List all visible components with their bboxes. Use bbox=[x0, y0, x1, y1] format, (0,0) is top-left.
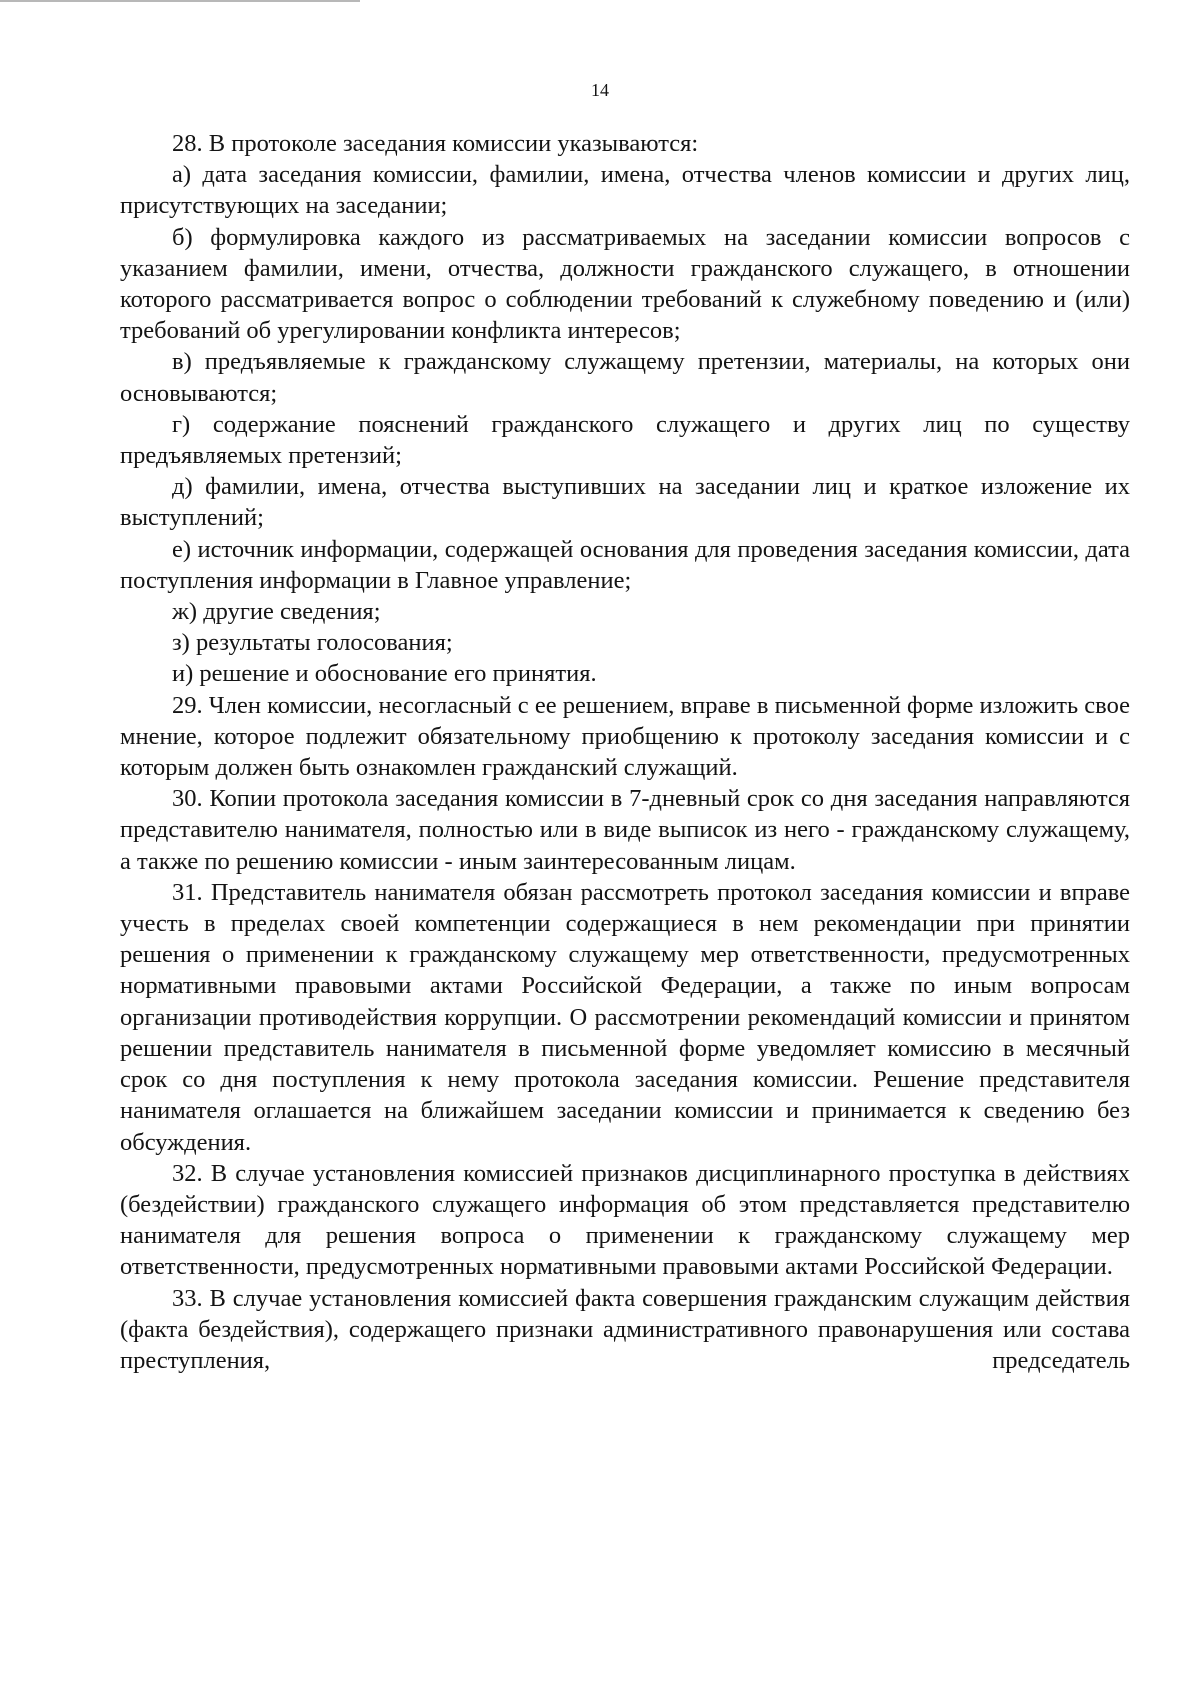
paragraph-28b: б) формулировка каждого из рассматриваемых на заседании комиссии вопросов с указанием фамилии, имени, отчества, должности гражданского служащего, в отношении которого рассматривается вопрос о соблюдении требований к служебному поведению и (или) требований об урегулировании конфликта интересов; bbox=[120, 223, 1130, 345]
paragraph-31: 31. Представитель нанимателя обязан рассмотреть протокол заседания комиссии и вправе учесть в пределах своей компетенции содержащиеся в нем рекомендации при принятии решения о применении к гражданскому служащему мер ответственности, предусмотренных нормативными правовыми актами Российской Федерации, а также по иным вопросам организации противодействия коррупции. О рассмотрении рекомендаций комиссии и принятом решении представитель нанимателя в письменной форме уведомляет комиссию в месячный срок со дня поступления к нему протокола заседания комиссии. Решение представителя нанимателя оглашается на ближайшем заседании комиссии и принимается к сведению без обсуждения. bbox=[120, 878, 1130, 1156]
paragraph-28: 28. В протоколе заседания комиссии указываются: bbox=[172, 130, 699, 157]
paragraph-28zh: ж) другие сведения; bbox=[172, 598, 381, 626]
document-body bbox=[120, 128, 1130, 1376]
paragraph-28e: е) источник информации, содержащей основания для проведения заседания комиссии, дата поступления информации в Главное управление; bbox=[120, 535, 1130, 594]
paragraph-33: 33. В случае установления комиссией факта совершения гражданским служащим действия (факта бездействия), содержащего признаки административного правонарушения или состава преступления, председатель bbox=[120, 1284, 1130, 1374]
paragraph-28v: в) предъявляемые к гражданскому служащему претензии, материалы, на которых они основываются; bbox=[120, 348, 1130, 407]
paragraph-32: 32. В случае установления комиссией признаков дисциплинарного проступка в действиях (бездействии) гражданского служащего информация об этом представляется представителю нанимателя для решения вопроса о применении к гражданскому служащему мер ответственности, предусмотренных нормативными правовыми актами Российской Федерации. bbox=[120, 1159, 1130, 1281]
paragraph-28z: з) результаты голосования; bbox=[172, 629, 453, 657]
paragraph-28a: а) дата заседания комиссии, фамилии, имена, отчества членов комиссии и других лиц, присутствующих на заседании; bbox=[120, 161, 1130, 220]
scan-edge bbox=[0, 0, 360, 2]
paragraph-30: 30. Копии протокола заседания комиссии в 7-дневный срок со дня заседания направляются представителю нанимателя, полностью или в виде выписок из него - гражданскому служащему, а также по решению комиссии - иным заинтересованным лицам. bbox=[120, 785, 1130, 875]
paragraph-29: 29. Член комиссии, несогласный с ее решением, вправе в письменной форме изложить свое мнение, которое подлежит обязательному приобщению к протоколу заседания комиссии и с которым должен быть ознакомлен гражданский служащий. bbox=[120, 691, 1130, 782]
paragraph-28i: и) решение и обоснование его принятия. bbox=[172, 660, 597, 688]
paragraph-28g: г) содержание пояснений гражданского служащего и других лиц по существу предъявляемых претензий; bbox=[120, 410, 1130, 470]
page-number: 14 bbox=[591, 80, 609, 100]
paragraph-28d: д) фамилии, имена, отчества выступивших на заседании лиц и краткое изложение их выступлений; bbox=[120, 473, 1130, 532]
